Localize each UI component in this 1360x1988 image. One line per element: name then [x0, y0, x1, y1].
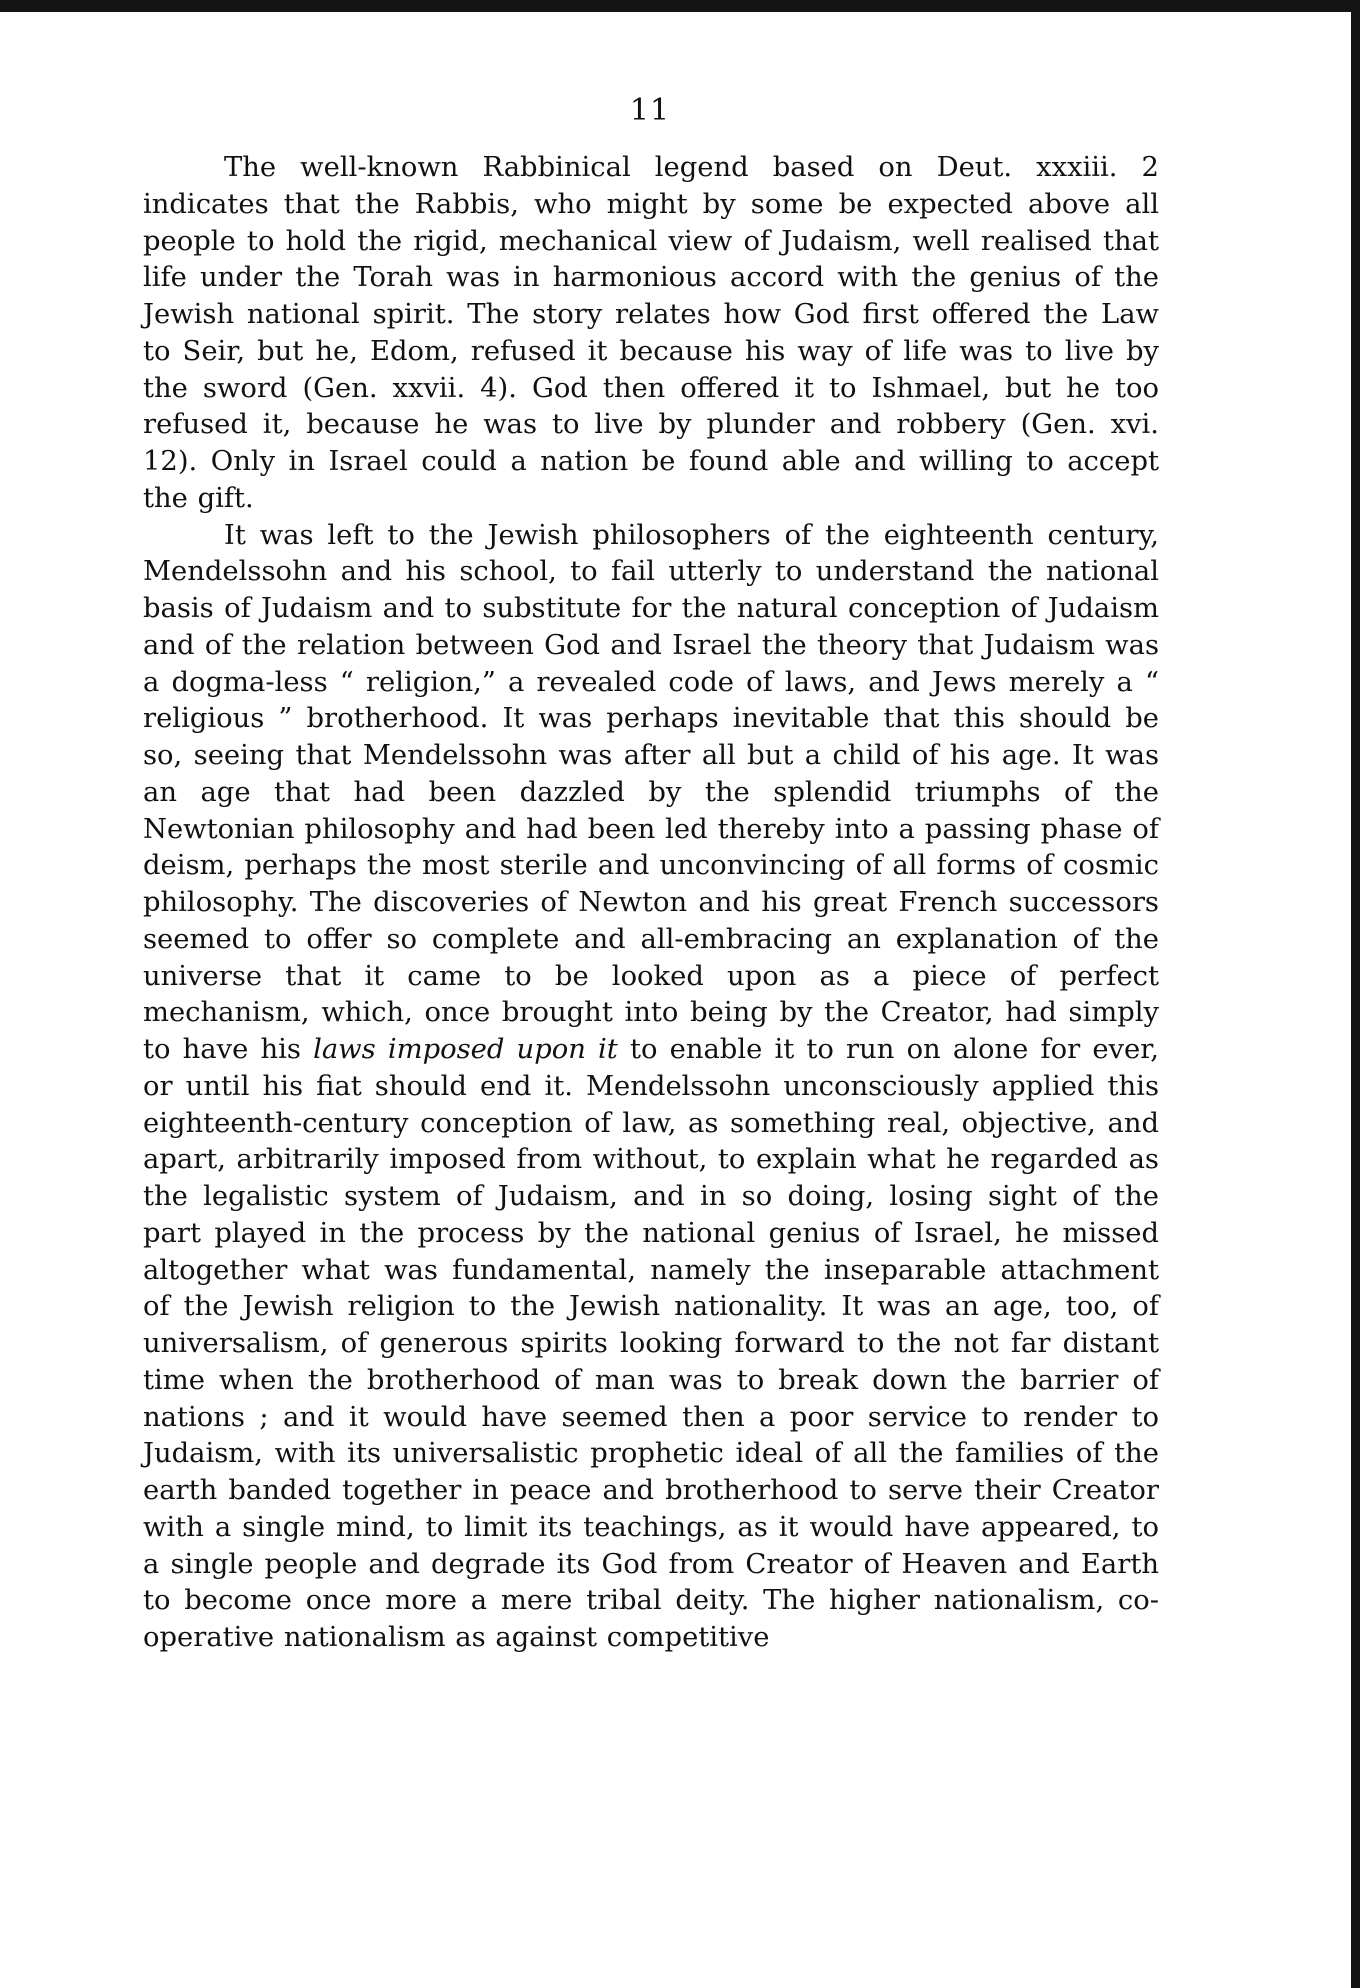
scan-right-border	[1351, 0, 1360, 1988]
scan-top-border	[0, 0, 1360, 12]
paragraph-mendelssohn-part-1: It was left to the Jewish philosophers of the eighteenth century, Mendelssohn and his school, to fail utterly to understand the national basis of Judaism and to substitute for the natural conception of Judaism and of the relation between God and Israel the theory that Judaism was a dogma-less “ religion,” a revealed code of laws, and Jews merely a “ religious ” brotherhood. It was perhaps inevitable that this should be so, seeing that Mendelssohn was after all but a child of his age. It was an age that had been dazzled by the splendid triumphs of the Newtonian philosophy and had been led thereby into a passing phase of deism, perhaps the most sterile and unconvincing of all forms of cosmic philosophy. The discoveries of Newton and his great French successors seemed to offer so complete and all-embracing an explanation of the universe that it came to be looked upon as a piece of perfect mechanism, which, once brought into being by the Creator, had simply to have his	[143, 519, 1159, 1065]
paragraph-mendelssohn	[143, 518, 1159, 1657]
page-body	[143, 150, 1159, 1657]
italic-phrase: laws imposed upon it	[313, 1034, 618, 1065]
paragraph-rabbinical-legend: The well-known Rabbinical legend based on Deut. xxxiii. 2 indicates that the Rabbis, who might by some be expected above all people to hold the rigid, mechanical view of Judaism, well realised that life under the Torah was in harmonious accord with the genius of the Jewish national spirit. The story relates how God first offered the Law to Seir, but he, Edom, refused it because his way of life was to live by the sword (Gen. xxvii. 4). God then offered it to Ishmael, but he too refused it, because he was to live by plunder and robbery (Gen. xvi. 12). Only in Israel could a nation be found able and willing to accept the gift.	[143, 152, 1159, 514]
paragraph-mendelssohn-part-2: to enable it to run on alone for ever, or until his fiat should end it. Mendelssohn unconsciously applied this eighteenth-century conception of law, as something real, objective, and apart, arbitrarily imposed from without, to explain what he regarded as the legalistic system of Judaism, and in so doing, losing sight of the part played in the process by the national genius of Israel, he missed altogether what was fundamental, namely the inseparable attachment of the Jewish religion to the Jewish nationality. It was an age, too, of universalism, of generous spirits looking forward to the not far distant time when the brotherhood of man was to break down the barrier of nations ; and it would have seemed then a poor service to render to Judaism, with its universalistic prophetic ideal of all the families of the earth banded together in peace and brotherhood to serve their Creator with a single mind, to limit its teachings, as it would have appeared, to a single people and degrade its God from Creator of Heaven and Earth to become once more a mere tribal deity. The higher nationalism, co-operative nationalism as against competitive	[143, 1034, 1160, 1653]
page-number: 11	[629, 93, 671, 128]
